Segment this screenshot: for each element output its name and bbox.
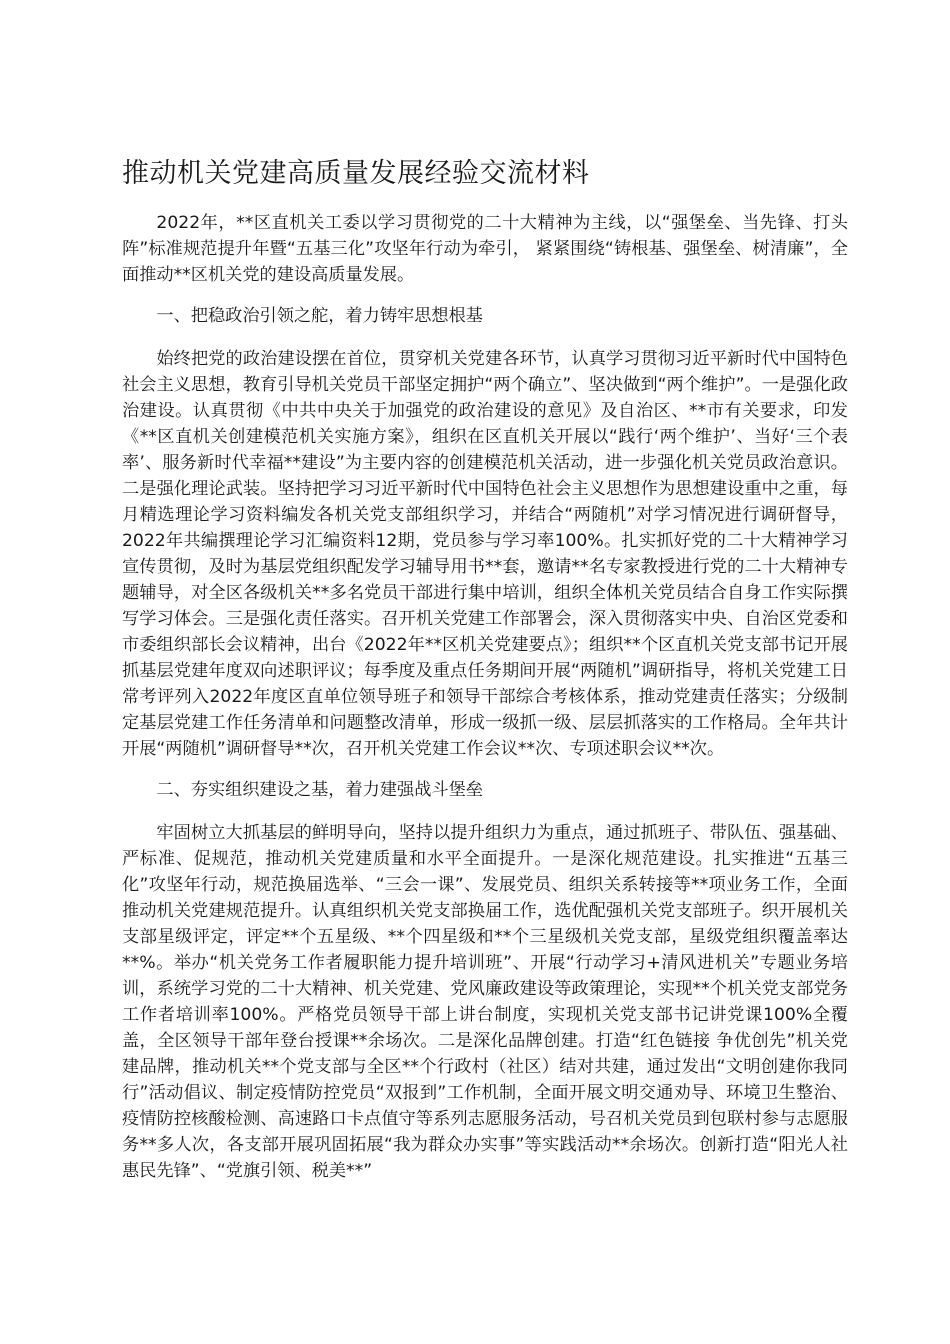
section1-paragraph: 始终把党的政治建设摆在首位，贯穿机关党建各环节，认真学习贯彻习近平新时代中国特色社会主义思想，教育引导机关党员干部坚定拥护“两个确立”、坚决做到“两个维护”。一是强化政治建设。认真贯彻《中共中央关于加强党的政治建设的意见》及自治区、**市有关要求，印发《**区直机关创建模范机关实施方案》，组织在区直机关开展以“践行‘两个维护’、当好‘三个表率’、服务新时代幸福**建设”为主要内容的创建模范机关活动，进一步强化机关党员政治意识。二是强化理论武装。坚持把学习习近平新时代中国特色社会主义思想作为思想建设重中之重，每月精选理论学习资料编发各机关党支部组织学习，并结合“两随机”对学习情况进行调研督导，2022年共编撰理论学习汇编资料12期，党员参与学习率100%。扎实抓好党的二十大精神学习宣传贯彻，及时为基层党组织配发学习辅导用书**套，邀请**名专家教授进行党的二十大精神专题辅导，对全区各级机关**多名党员干部进行集中培训，组织全体机关党员结合自身工作实际撰写学习体会。三是强化责任落实。召开机关党建工作部署会，深入贯彻落实中央、自治区党委和市委组织部长会议精神，出台《2022年**区机关党建要点》；组织**个区直机关党支部书记开展抓基层党建年度双向述职评议；每季度及重点任务期间开展“两随机”调研指导，将机关党建工日常考评列入2022年度区直单位领导班子和领导干部综合考核体系，推动党建责任落实；分级制定基层党建工作任务清单和问题整改清单，形成一级抓一级、层层抓落实的工作格局。全年共计开展“两随机”调研督导**次，召开机关党建工作会议**次、专项述职会议**次。 — [122, 349, 848, 759]
section2-paragraph: 牢固树立大抓基层的鲜明导向，坚持以提升组织力为重点，通过抓班子、带队伍、强基础、严标准、促规范，推动机关党建质量和水平全面提升。一是深化规范建设。扎实推进“五基三化”攻坚年行动，规范换届选举、“三会一课”、发展党员、组织关系转接等**项业务工作，全面推动机关党建规范提升。认真组织机关党支部换届工作，选优配强机关党支部班子。织开展机关支部星级评定，评定**个五星级、**个四星级和**个三星级机关党支部，星级党组织覆盖率达**%。举办“机关党务工作者履职能力提升培训班”、开展“行动学习+清风进机关”专题业务培训，系统学习党的二十大精神、机关党建、党风廉政建设等政策理论，实现**个机关党支部党务工作者培训率100%。严格党员领导干部上讲台制度，实现机关党支部书记讲党课100%全覆盖，全区领导干部年登台授课**余场次。二是深化品牌创建。打造“红色链接 争优创先”机关党建品牌，推动机关**个党支部与全区**个行政村（社区）结对共建，通过发出“文明创建你我同行”活动倡议、制定疫情防控党员“双报到”工作机制，全面开展文明交通劝导、环境卫生整治、疫情防控核酸检测、高速路口卡点值守等系列志愿服务活动，号召机关党员到包联村参与志愿服务**多人次，各支部开展巩固拓展“我为群众办实事”等实践活动**余场次。创新打造“阳光人社 惠民先锋”、“党旗引领、税美**” — [122, 823, 848, 1181]
intro-paragraph: 2022年，**区直机关工委以学习贯彻党的二十大精神为主线，以“强堡垒、当先锋、打头阵”标准规范提升年暨“五基三化”攻坚年行动为牵引， 紧紧围绕“铸根基、强堡垒、树清廉”，全面推动**区机关党的建设高质量发展。 — [122, 213, 848, 285]
document-body — [122, 210, 848, 1184]
document-title: 推动机关党建高质量发展经验交流材料 — [122, 158, 590, 189]
section2-heading: 二、夯实组织建设之基，着力建强战斗堡垒 — [156, 780, 483, 800]
section1-heading: 一、把稳政治引领之舵，着力铸牢思想根基 — [156, 306, 483, 326]
